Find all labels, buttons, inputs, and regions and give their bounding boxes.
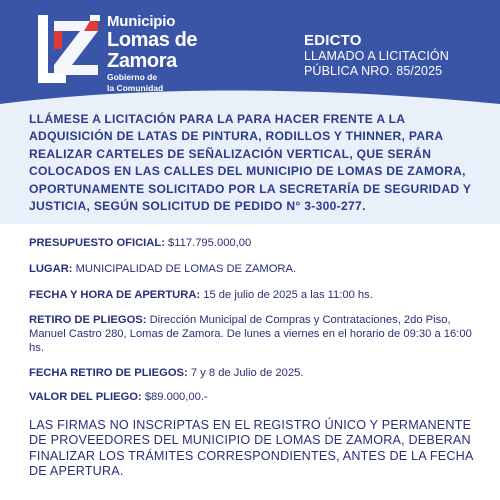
field-value: $89.000,00.- [144, 391, 208, 403]
field-value: 15 de julio de 2025 a las 11:00 hs. [203, 289, 373, 301]
field-label: PRESUPUESTO OFICIAL: [29, 237, 165, 249]
field-label: FECHA Y HORA DE APERTURA: [29, 289, 201, 301]
field-retiro [29, 313, 479, 355]
intro-section [0, 104, 500, 224]
header-wave-decoration [0, 88, 500, 104]
closing-notice: LAS FIRMAS NO INSCRIPTAS EN EL REGISTRO ÚNICO Y PERMANENTE DE PROVEEDORES DEL MUNICIPIO DE LOMAS DE ZAMORA, DEBERAN FINALIZAR LOS TRÁMITES CORRESPONDIENTES, ANTES DE LA FECHA DE APERTURA. [29, 418, 473, 479]
organization-name [107, 14, 197, 92]
org-line-3: Zamora [107, 50, 177, 72]
edict-title-block [304, 32, 449, 78]
field-label: VALOR DEL PLIEGO: [29, 391, 142, 403]
header-banner [0, 0, 500, 104]
field-value: MUNICIPALIDAD DE LOMAS DE ZAMORA. [75, 263, 297, 275]
edict-subtitle-1: LLAMADO A LICITACIÓN [304, 49, 449, 64]
field-label: FECHA RETIRO DE PLIEGOS: [29, 367, 188, 379]
field-apertura [29, 288, 479, 302]
field-fecha-retiro [29, 366, 479, 380]
field-value: $117.795.000,00 [168, 237, 252, 249]
org-line-2: Lomas de [107, 29, 198, 51]
edict-title: EDICTO [304, 32, 362, 49]
field-label: LUGAR: [29, 263, 73, 275]
field-label: RETIRO DE PLIEGOS: [29, 314, 147, 326]
org-line-5: la Comunidad [107, 82, 164, 93]
org-line-4: Gobierno de [107, 72, 158, 82]
field-valor [29, 390, 479, 404]
field-value: Dirección Municipal de Compras y Contrataciones, 2do Piso, Manuel Castro 280, Lomas de Zamora. De lunes a viernes en el horario de 09:30 a 16:00 hs. [29, 314, 472, 354]
municipio-logo-icon [38, 15, 100, 87]
field-lugar [29, 262, 479, 276]
edict-subtitle-2: PÚBLICA NRO. 85/2025 [304, 63, 443, 78]
org-line-1: Municipio [107, 13, 176, 30]
intro-text: LLÁMESE A LICITACIÓN PARA LA PARA HACER FRENTE A LA ADQUISICIÓN DE LATAS DE PINTURA, RODILLOS Y THINNER, PARA REALIZAR CARTELES DE SEÑALIZACIÓN VERTICAL, QUE SERÁN COLOCADOS EN LAS CALLES DEL MUNICIPIO DE LOMAS DE ZAMORA, OPORTUNAMENTE SOLICITADO POR LA SECRETARÍA DE SEGURIDAD Y JUSTICIA, SEGÚN SOLICITUD DE PEDIDO N° 3-300-277. [29, 112, 471, 214]
field-value: 7 y 8 de Julio de 2025. [190, 367, 304, 379]
field-presupuesto [29, 236, 479, 250]
